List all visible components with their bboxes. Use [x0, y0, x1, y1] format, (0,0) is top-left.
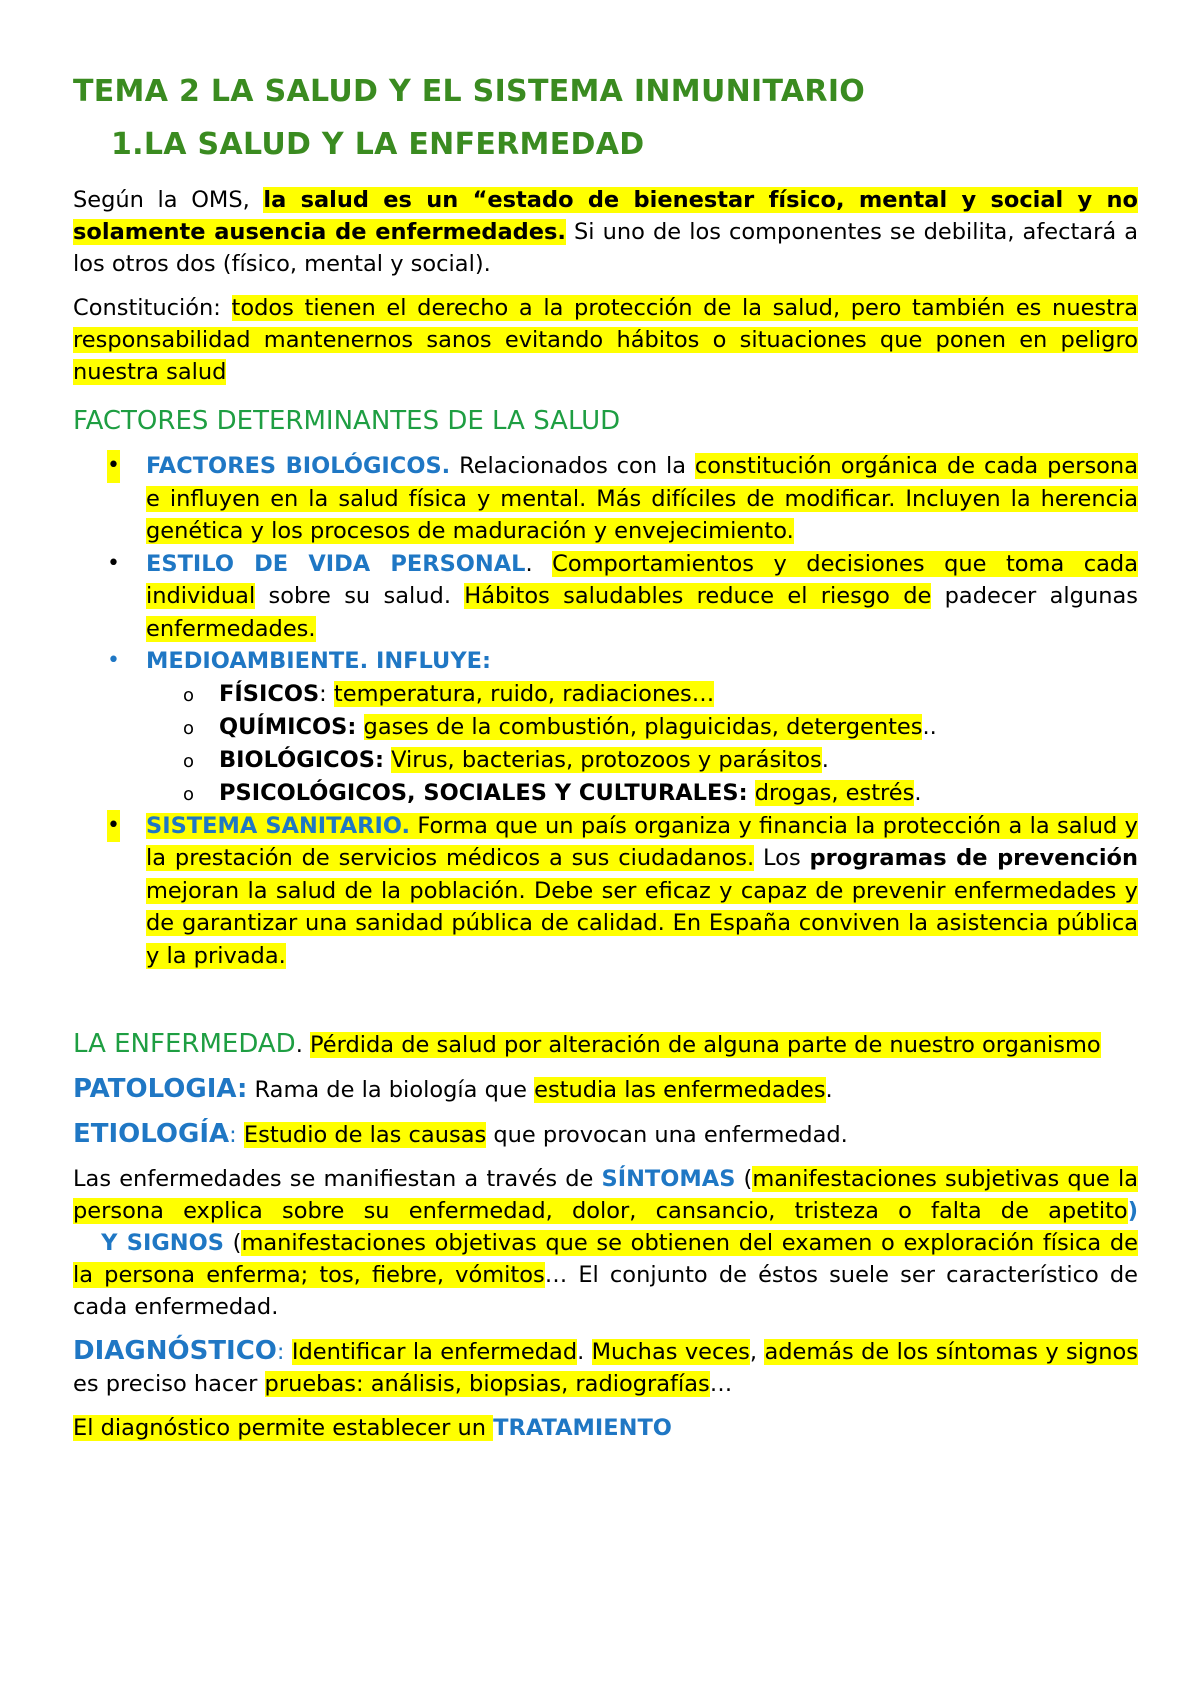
- circle-bullet-icon: o: [183, 750, 195, 772]
- paragraph-sintomas: [73, 1163, 1138, 1323]
- paragraph-patologia: [73, 1073, 1138, 1106]
- estilo-text-c: Hábitos saludables reduce el riesgo de: [464, 583, 932, 609]
- paragraph-oms: [73, 184, 1138, 280]
- sanitario-label: SISTEMA SANITARIO.: [146, 812, 411, 839]
- list-item-medioambiente: [73, 645, 1138, 810]
- etiologia-text-b: que provocan una enfermedad.: [486, 1122, 848, 1148]
- paragraph-enfermedad: [73, 1028, 1138, 1061]
- signos-label: Y SIGNOS: [73, 1230, 224, 1256]
- biologicos-label: FACTORES BIOLÓGICOS.: [146, 453, 451, 479]
- sanitario-text-a: Forma que un país organiza y financia la protección a la salud y la prestación de servicios médicos a sus ciudadanos.: [146, 812, 1138, 871]
- circle-bullet-icon: o: [183, 783, 195, 805]
- constitucion-text: todos tienen el derecho a la protección de la salud, pero también es nuestra responsabilidad mantenernos sanos evitando hábitos o situaciones que ponen en peligro nuestra salud: [73, 295, 1138, 385]
- bullet-icon: •: [107, 648, 120, 673]
- sub-label: QUÍMICOS:: [219, 713, 357, 740]
- estilo-text-e: enfermedades.: [146, 615, 316, 642]
- section-heading-salud-enfermedad: 1.LA SALUD Y LA ENFERMEDAD: [111, 127, 645, 162]
- sintomas-paren-open: (: [735, 1166, 753, 1192]
- oms-definition: la salud es un “estado de bienestar físico, mental y social y no solamente ausencia de enfermedades.: [73, 187, 1139, 245]
- bullet-icon: •: [107, 810, 120, 843]
- tratamiento-intro: El diagnóstico permite establecer un: [73, 1415, 494, 1441]
- sanitario-text-e: mejoran la salud de la población. Debe ser eficaz y capaz de prevenir enfermedades y de garantizar una sanidad pública de calidad. En España conviven la asistencia pública y la privada.: [146, 877, 1138, 969]
- tratamiento-label: TRATAMIENTO: [493, 1415, 672, 1441]
- list-item-estilo: [73, 548, 1138, 646]
- sub-value: temperatura, ruido, radiaciones…: [333, 680, 715, 707]
- paragraph-constitucion: [73, 292, 1138, 388]
- estilo-dot: .: [525, 550, 553, 577]
- paragraph-etiologia: [73, 1118, 1138, 1151]
- sanitario-programas: programas de prevención: [809, 845, 1139, 871]
- sub-end: ..: [922, 713, 937, 740]
- bullet-icon: •: [107, 450, 120, 483]
- circle-bullet-icon: o: [183, 684, 195, 706]
- circle-bullet-icon: o: [183, 717, 195, 739]
- sintomas-label: SÍNTOMAS: [601, 1166, 736, 1192]
- sub-sep: [748, 780, 755, 806]
- etiologia-label: ETIOLOGÍA: [73, 1119, 230, 1149]
- enfermedad-label: LA ENFERMEDAD: [73, 1029, 296, 1059]
- sanitario-text-b: Los: [754, 845, 810, 871]
- sub-label: FÍSICOS: [219, 680, 320, 707]
- signos-text: manifestaciones objetivas que se obtienen del examen o exploración física de la persona enferma; tos, fiebre, vómitos: [73, 1230, 1138, 1288]
- etiologia-text-a: Estudio de las causas: [243, 1122, 487, 1148]
- enfermedad-dot: .: [295, 1032, 311, 1058]
- estilo-text-d: padecer algunas: [931, 583, 1138, 609]
- spacer: [73, 972, 1138, 1028]
- sublist-item-biologicos: [73, 744, 1138, 777]
- sub-label: BIOLÓGICOS:: [219, 746, 384, 773]
- estilo-text-b: sobre su salud.: [255, 583, 465, 609]
- medio-label: MEDIOAMBIENTE. INFLUYE:: [146, 648, 491, 674]
- sintomas-paren-close: ): [1127, 1198, 1138, 1224]
- sub-value: gases de la combustión, plaguicidas, detergentes: [363, 713, 923, 740]
- enfermedad-text: Pérdida de salud por alteración de alguna parte de nuestro organismo: [310, 1032, 1101, 1058]
- biologicos-text-b: constitución orgánica de cada persona e influyen en la salud física y mental. Más difíciles de modificar. Incluyen la herencia genética y los procesos de maduración y envejecimiento.: [146, 453, 1138, 544]
- sub-end: .: [914, 779, 922, 806]
- estilo-label: ESTILO DE VIDA PERSONAL: [146, 550, 526, 577]
- etiologia-colon: :: [229, 1122, 244, 1148]
- list-item-biologicos: [73, 450, 1138, 548]
- oms-note: Si uno de los componentes se debilita, afectará a los otros dos (físico, mental y social).: [73, 219, 1138, 277]
- diagnostico-text-c: Muchas veces: [591, 1339, 750, 1365]
- sub-value: drogas, estrés: [754, 779, 915, 806]
- oms-intro: Según la OMS,: [73, 187, 264, 213]
- diagnostico-text-d: ,: [749, 1339, 765, 1365]
- diagnostico-text-a: Identificar la enfermedad: [291, 1339, 578, 1365]
- document-title: TEMA 2 LA SALUD Y EL SISTEMA INMUNITARIO: [73, 74, 866, 109]
- patologia-text-b: estudia las enfermedades: [534, 1077, 826, 1103]
- diagnostico-text-h: …: [709, 1371, 733, 1397]
- bullet-icon: •: [107, 550, 120, 576]
- patologia-text-c: .: [825, 1077, 833, 1103]
- sublist-item-psicologicos: [73, 777, 1138, 810]
- sublist-item-quimicos: [73, 711, 1138, 744]
- diagnostico-colon: :: [276, 1339, 292, 1365]
- constitucion-label: Constitución:: [73, 295, 232, 321]
- diagnostico-text-e: además de los síntomas y signos: [764, 1339, 1139, 1365]
- patologia-text-a: Rama de la biología que: [247, 1077, 535, 1103]
- sub-value: Virus, bacterias, protozoos y parásitos: [391, 746, 822, 773]
- factores-heading: FACTORES DETERMINANTES DE LA SALUD: [73, 406, 621, 436]
- estilo-text-a: Comportamientos y decisiones que toma cada individual: [146, 550, 1138, 609]
- sintomas-text: manifestaciones subjetivas que la persona explica sobre su enfermedad, dolor, cansancio, tristeza o falta de apetito: [73, 1166, 1138, 1224]
- diagnostico-text-f: es preciso hacer: [73, 1371, 265, 1397]
- diagnostico-label: DIAGNÓSTICO: [73, 1336, 277, 1366]
- factores-list: [73, 450, 1138, 972]
- diagnostico-text-b: .: [577, 1339, 592, 1365]
- paragraph-tratamiento: [73, 1412, 1138, 1444]
- diagnostico-text-g: pruebas: análisis, biopsias, radiografías: [264, 1371, 710, 1397]
- list-item-sanitario: [73, 810, 1138, 973]
- medio-sublist: [146, 678, 1138, 810]
- biologicos-text-a: Relacionados con la: [450, 453, 695, 479]
- sub-end: .: [821, 746, 829, 773]
- patologia-label: PATOLOGIA:: [73, 1074, 248, 1104]
- sub-sep: :: [319, 680, 334, 707]
- sub-sep: [356, 714, 363, 740]
- sintomas-intro: Las enfermedades se manifiestan a través de: [73, 1166, 602, 1192]
- sub-label: PSICOLÓGICOS, SOCIALES Y CULTURALES:: [219, 779, 748, 806]
- signos-paren-open: (: [223, 1230, 242, 1256]
- sintomas-conclusion: … El conjunto de éstos suele ser característico de cada enfermedad.: [73, 1262, 1139, 1320]
- paragraph-diagnostico: [73, 1335, 1138, 1400]
- sublist-item-fisicos: [73, 678, 1138, 711]
